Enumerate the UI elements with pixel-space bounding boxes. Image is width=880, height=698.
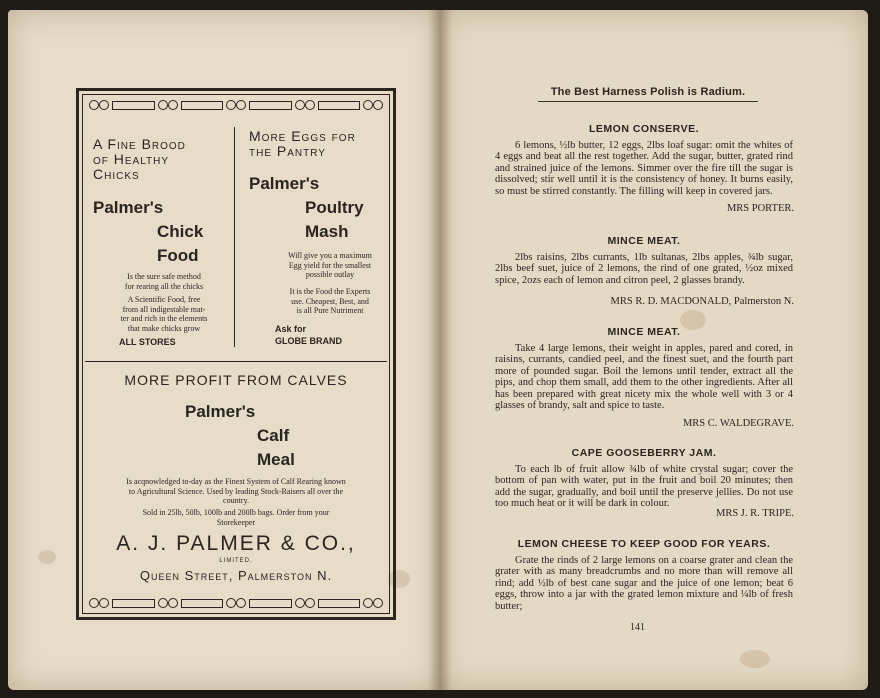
recipe-heading: MINCE MEAT. xyxy=(607,326,681,338)
chick-ad-heading: A Fine Brood of Healthy Chicks xyxy=(93,136,186,182)
poultry-ad-heading: More Eggs for the Pantry xyxy=(249,128,356,159)
page-number: 141 xyxy=(630,622,645,633)
palmer-advertisement xyxy=(76,88,396,620)
recipe-attribution: MRS J. R. TRIPE. xyxy=(716,508,794,519)
chick-ad-text2: A Scientific Food, free from all indigestable mat- ter and rich in the elements that make chicks grow xyxy=(120,295,208,333)
company-address: Queen Street, Palmerston N. xyxy=(139,568,333,583)
poultry-brand-line3: Mash xyxy=(305,222,349,241)
recipe-heading: LEMON CONSERVE. xyxy=(589,123,699,135)
recipe-body: Take 4 large lemons, their weight in apples, pared and cored, in raisins, currants, candied peel, and the finest suet, and the fourth part more of pounded sugar. Boil the lemons until tender, extract all the pips, and chop them small, add them to the other ingredients. After all has been prepared with great nicety mix the whole well with 3 or 4 glasses of brandy, salt and spice to taste. xyxy=(495,343,793,412)
chick-ad-text1: Is the sure safe method for rearing all the chicks xyxy=(124,272,204,291)
recipe-attribution: MRS C. WALDEGRAVE. xyxy=(682,418,794,429)
calf-ad-sold: Sold in 25lb, 50lb, 100lb and 200lb bags. Order from your Storekeeper xyxy=(142,508,330,527)
recipe-body: 2lbs raisins, 2lbs currants, 1lb sultanas, 2lbs apples, ¾lb sugar, 2lbs beef suet, juice of 2 lemons, the rind of one grated, ½oz mixed spice, 2ozs each of lemon and citron peel, 2 glasses brandy. xyxy=(495,252,793,286)
recipe-heading: MINCE MEAT. xyxy=(607,235,681,247)
poultry-mash-ad xyxy=(235,121,393,357)
calves-heading: MORE PROFIT FROM CALVES xyxy=(124,372,348,388)
poultry-ad-text1: Will give you a maximum Egg yield for the smallest possible outlay xyxy=(288,251,372,279)
recipe-heading: LEMON CHEESE TO KEEP GOOD FOR YEARS. xyxy=(517,538,771,550)
chick-food-ad xyxy=(79,127,235,347)
recipe-attribution: MRS PORTER. xyxy=(726,203,794,214)
ornament-border-top xyxy=(89,97,383,113)
paper-stain xyxy=(740,650,770,668)
chick-brand-line2: Chick xyxy=(157,222,204,241)
page-running-title: The Best Harness Polish is Radium. xyxy=(538,86,758,102)
poultry-brand-line2: Poultry xyxy=(305,198,364,217)
recipe-attribution: MRS R. D. MACDONALD, Palmerston N. xyxy=(610,296,794,307)
ad-divider xyxy=(85,361,387,362)
all-stores-label: ALL STORES xyxy=(119,337,176,347)
chick-brand-line1: Palmer's xyxy=(93,198,164,217)
book-spine-shadow xyxy=(428,10,452,690)
recipe-body: To each lb of fruit allow ¾lb of white crystal sugar; cover the bottom of pan with water, put in the fruit and boil 20 minutes; then add the sugar, gradually, and boil until the preserve jellies. Do not use too much heat or it will be dark in colour. xyxy=(495,464,793,510)
poultry-brand-line1: Palmer's xyxy=(249,174,320,193)
calf-brand-line3: Meal xyxy=(257,450,295,469)
chick-brand-line3: Food xyxy=(157,246,199,265)
ornament-border-bottom xyxy=(89,595,383,611)
recipe-body: Grate the rinds of 2 large lemons on a coarse grater and clean the grater with as many breadcrumbs and no more than will remove all rind; add ½lb of best cane sugar and the juice of one lemon; beat 6 eggs, throw into a jar with the grated lemon mixture and ¼lb of fresh butter; xyxy=(495,555,793,612)
calf-ad-description: Is acqnowledged to-day as the Finest System of Calf Rearing known to Agricultural Science. Used by leading Stock-Raisers all over the country. xyxy=(126,477,346,505)
recipe-body: 6 lemons, ½lb butter, 12 eggs, 2lbs loaf sugar: omit the whites of 4 eggs and beat all the rest together. Add the sugar, butter, grated rind and strained juice of the lemons. Simmer over the fire till the sugar is dissolved; stir well until it is the consistency of honey. It burns easily, so must be stirred constantly. The filling will keep in covered jars. xyxy=(495,140,793,197)
company-name: A. J. PALMER & CO., xyxy=(116,532,356,555)
paper-stain xyxy=(38,550,56,564)
poultry-ad-text2: It is the Food the Experts use. Cheapest, Best, and is all Pure Nutriment xyxy=(289,287,371,315)
ask-globe-brand: Ask for GLOBE BRAND xyxy=(275,324,342,346)
left-page xyxy=(8,10,440,690)
company-limited: LIMITED. xyxy=(219,558,253,564)
calf-brand-line1: Palmer's xyxy=(185,402,256,421)
right-page xyxy=(440,10,868,690)
calf-brand-line2: Calf xyxy=(257,426,290,445)
recipe-heading: CAPE GOOSEBERRY JAM. xyxy=(571,447,717,459)
